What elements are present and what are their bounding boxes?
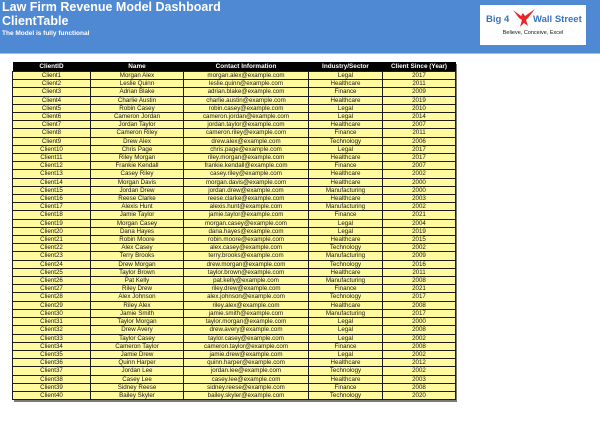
contact-cell[interactable]: taylor.casey@example.com (184, 334, 309, 342)
table-row (13, 195, 456, 203)
contact-cell[interactable]: jamie.taylor@example.com (184, 211, 309, 219)
name-cell[interactable]: Bailey Skyler (91, 391, 184, 399)
client-id-cell[interactable]: Client18 (13, 211, 91, 219)
table-row (13, 121, 456, 129)
client-since-cell[interactable]: 2008 (383, 342, 456, 350)
client-since-cell[interactable]: 2007 (383, 121, 456, 129)
dashboard-title: Law Firm Revenue Model Dashboard (2, 0, 221, 14)
table-row (13, 154, 456, 162)
contact-cell[interactable]: pat.kelly@example.com (184, 277, 309, 285)
client-id-cell[interactable]: Client30 (13, 309, 91, 317)
client-id-cell[interactable]: Client1 (13, 72, 91, 80)
client-id-cell[interactable]: Client5 (13, 104, 91, 112)
industry-cell[interactable]: Healthcare (309, 236, 383, 244)
industry-cell[interactable]: Legal (309, 326, 383, 334)
contact-cell[interactable]: jordan.lee@example.com (184, 367, 309, 375)
client-id-cell[interactable]: Client24 (13, 260, 91, 268)
client-since-cell[interactable]: 2006 (383, 137, 456, 145)
client-id-cell[interactable]: Client8 (13, 129, 91, 137)
client-since-cell[interactable]: 2019 (383, 96, 456, 104)
contact-cell[interactable]: morgan.davis@example.com (184, 178, 309, 186)
table-row (13, 391, 456, 399)
contact-cell[interactable]: taylor.morgan@example.com (184, 318, 309, 326)
name-cell[interactable]: Robin Casey (91, 104, 184, 112)
client-since-cell[interactable]: 2002 (383, 334, 456, 342)
table-row (13, 129, 456, 137)
industry-cell[interactable]: Legal (309, 72, 383, 80)
industry-cell[interactable]: Legal (309, 145, 383, 153)
contact-cell[interactable]: alex.johnson@example.com (184, 293, 309, 301)
contact-cell[interactable]: riley.drew@example.com (184, 285, 309, 293)
client-id-cell[interactable]: Client2 (13, 80, 91, 88)
name-cell[interactable]: Drew Alex (91, 137, 184, 145)
client-since-cell[interactable]: 2002 (383, 367, 456, 375)
contact-cell[interactable]: adrian.blake@example.com (184, 88, 309, 96)
client-id-cell[interactable]: Client6 (13, 113, 91, 121)
industry-cell[interactable]: Finance (309, 285, 383, 293)
contact-cell[interactable]: drew.alex@example.com (184, 137, 309, 145)
name-cell[interactable]: Terry Brooks (91, 252, 184, 260)
table-row (13, 227, 456, 235)
contact-cell[interactable]: morgan.casey@example.com (184, 219, 309, 227)
table-row (13, 113, 456, 121)
client-since-cell[interactable]: 2002 (383, 203, 456, 211)
client-id-cell[interactable]: Client25 (13, 268, 91, 276)
company-logo (480, 5, 586, 45)
contact-cell[interactable]: frankie.kendall@example.com (184, 162, 309, 170)
table-row (13, 219, 456, 227)
industry-cell[interactable]: Healthcare (309, 154, 383, 162)
client-id-cell[interactable]: Client32 (13, 326, 91, 334)
name-cell[interactable]: Alex Casey (91, 244, 184, 252)
contact-cell[interactable]: jordan.taylor@example.com (184, 121, 309, 129)
client-since-cell[interactable]: 2000 (383, 186, 456, 194)
industry-cell[interactable]: Manufacturing (309, 186, 383, 194)
client-since-cell[interactable]: 2021 (383, 285, 456, 293)
name-cell[interactable]: Quinn Harper (91, 359, 184, 367)
name-cell[interactable]: Reese Clarke (91, 195, 184, 203)
column-header-industry[interactable]: Industry/Sector (309, 62, 383, 72)
client-id-cell[interactable]: Client16 (13, 195, 91, 203)
client-id-cell[interactable]: Client31 (13, 318, 91, 326)
name-cell[interactable]: Cameron Riley (91, 129, 184, 137)
client-id-cell[interactable]: Client40 (13, 391, 91, 399)
name-cell[interactable]: Drew Morgan (91, 260, 184, 268)
client-since-cell[interactable]: 2011 (383, 129, 456, 137)
client-table (12, 62, 456, 400)
contact-cell[interactable]: chris.page@example.com (184, 145, 309, 153)
industry-cell[interactable]: Manufacturing (309, 203, 383, 211)
column-header-name[interactable]: Name (91, 62, 184, 72)
client-id-cell[interactable]: Client10 (13, 145, 91, 153)
client-since-cell[interactable]: 2016 (383, 260, 456, 268)
industry-cell[interactable]: Healthcare (309, 359, 383, 367)
client-table-container (12, 62, 455, 400)
name-cell[interactable]: Cameron Jordan (91, 113, 184, 121)
contact-cell[interactable]: cameron.riley@example.com (184, 129, 309, 137)
client-id-cell[interactable]: Client26 (13, 277, 91, 285)
contact-cell[interactable]: robin.moore@example.com (184, 236, 309, 244)
client-since-cell[interactable]: 2019 (383, 227, 456, 235)
industry-cell[interactable]: Legal (309, 227, 383, 235)
name-cell[interactable]: Taylor Casey (91, 334, 184, 342)
contact-cell[interactable]: jordan.drew@example.com (184, 186, 309, 194)
table-row (13, 260, 456, 268)
table-row (13, 285, 456, 293)
name-cell[interactable]: Drew Avery (91, 326, 184, 334)
industry-cell[interactable]: Healthcare (309, 121, 383, 129)
name-cell[interactable]: Taylor Brown (91, 268, 184, 276)
client-since-cell[interactable]: 2009 (383, 252, 456, 260)
industry-cell[interactable]: Technology (309, 391, 383, 399)
contact-cell[interactable]: bailey.skyler@example.com (184, 391, 309, 399)
name-cell[interactable]: Jamie Smith (91, 309, 184, 317)
table-row (13, 342, 456, 350)
contact-cell[interactable]: riley.alex@example.com (184, 301, 309, 309)
industry-cell[interactable]: Legal (309, 350, 383, 358)
table-row (13, 309, 456, 317)
table-row (13, 162, 456, 170)
table-row (13, 293, 456, 301)
column-header-client-since[interactable]: Client Since (Year) (383, 62, 456, 72)
client-id-cell[interactable]: Client27 (13, 285, 91, 293)
contact-cell[interactable]: reese.clarke@example.com (184, 195, 309, 203)
client-since-cell[interactable]: 2017 (383, 293, 456, 301)
client-since-cell[interactable]: 2009 (383, 88, 456, 96)
industry-cell[interactable]: Technology (309, 260, 383, 268)
client-since-cell[interactable]: 2008 (383, 301, 456, 309)
client-id-cell[interactable]: Client22 (13, 244, 91, 252)
client-id-cell[interactable]: Client23 (13, 252, 91, 260)
industry-cell[interactable]: Technology (309, 367, 383, 375)
contact-cell[interactable]: dana.hayes@example.com (184, 227, 309, 235)
name-cell[interactable]: Cameron Taylor (91, 342, 184, 350)
contact-cell[interactable]: leslie.quinn@example.com (184, 80, 309, 88)
industry-cell[interactable]: Finance (309, 162, 383, 170)
industry-cell[interactable]: Technology (309, 244, 383, 252)
client-since-cell[interactable]: 2017 (383, 145, 456, 153)
client-id-cell[interactable]: Client7 (13, 121, 91, 129)
contact-cell[interactable]: alexis.hunt@example.com (184, 203, 309, 211)
client-since-cell[interactable]: 2017 (383, 72, 456, 80)
table-row (13, 301, 456, 309)
client-id-cell[interactable]: Client11 (13, 154, 91, 162)
name-cell[interactable]: Jamie Drew (91, 350, 184, 358)
table-row (13, 350, 456, 358)
name-cell[interactable]: Pat Kelly (91, 277, 184, 285)
client-id-cell[interactable]: Client15 (13, 186, 91, 194)
table-row (13, 244, 456, 252)
industry-cell[interactable]: Finance (309, 129, 383, 137)
industry-cell[interactable]: Legal (309, 113, 383, 121)
table-row (13, 80, 456, 88)
table-row (13, 277, 456, 285)
contact-cell[interactable]: jamie.smith@example.com (184, 309, 309, 317)
client-id-cell[interactable]: Client4 (13, 96, 91, 104)
table-row (13, 96, 456, 104)
table-row (13, 186, 456, 194)
column-header-client-id[interactable]: ClientID (13, 62, 91, 72)
client-since-cell[interactable]: 2003 (383, 195, 456, 203)
name-cell[interactable]: Morgan Alex (91, 72, 184, 80)
industry-cell[interactable]: Legal (309, 104, 383, 112)
client-since-cell[interactable]: 2017 (383, 154, 456, 162)
contact-cell[interactable]: riley.morgan@example.com (184, 154, 309, 162)
logo-tagline: Believe, Conceive, Excel (502, 30, 564, 36)
client-id-cell[interactable]: Client29 (13, 301, 91, 309)
client-since-cell[interactable]: 2012 (383, 359, 456, 367)
contact-cell[interactable]: taylor.brown@example.com (184, 268, 309, 276)
name-cell[interactable]: Jordan Lee (91, 367, 184, 375)
industry-cell[interactable]: Manufacturing (309, 277, 383, 285)
industry-cell[interactable]: Healthcare (309, 96, 383, 104)
name-cell[interactable]: Riley Morgan (91, 154, 184, 162)
name-cell[interactable]: Charlie Austin (91, 96, 184, 104)
client-id-cell[interactable]: Client28 (13, 293, 91, 301)
industry-cell[interactable]: Healthcare (309, 195, 383, 203)
client-since-cell[interactable]: 2000 (383, 178, 456, 186)
name-cell[interactable]: Sidney Reese (91, 383, 184, 391)
table-header-row (13, 62, 456, 72)
contact-cell[interactable]: jamie.drew@example.com (184, 350, 309, 358)
industry-cell[interactable]: Finance (309, 342, 383, 350)
client-since-cell[interactable]: 2015 (383, 236, 456, 244)
industry-cell[interactable]: Healthcare (309, 80, 383, 88)
name-cell[interactable]: Riley Alex (91, 301, 184, 309)
name-cell[interactable]: Riley Drew (91, 285, 184, 293)
industry-cell[interactable]: Healthcare (309, 170, 383, 178)
client-id-cell[interactable]: Client13 (13, 170, 91, 178)
table-body (13, 72, 456, 400)
industry-cell[interactable]: Healthcare (309, 301, 383, 309)
client-id-cell[interactable]: Client17 (13, 203, 91, 211)
industry-cell[interactable]: Finance (309, 383, 383, 391)
client-since-cell[interactable]: 2020 (383, 391, 456, 399)
contact-cell[interactable]: sidney.reese@example.com (184, 383, 309, 391)
table-row (13, 203, 456, 211)
logo-left-text: Big 4 (486, 14, 510, 25)
client-since-cell[interactable]: 2008 (383, 277, 456, 285)
table-row (13, 252, 456, 260)
table-row (13, 367, 456, 375)
client-id-cell[interactable]: Client19 (13, 219, 91, 227)
table-row (13, 383, 456, 391)
sheet-subtitle: ClientTable (2, 14, 69, 28)
client-id-cell[interactable]: Client38 (13, 375, 91, 383)
industry-cell[interactable]: Finance (309, 88, 383, 96)
client-id-cell[interactable]: Client39 (13, 383, 91, 391)
client-since-cell[interactable]: 2007 (383, 162, 456, 170)
contact-cell[interactable]: cameron.jordan@example.com (184, 113, 309, 121)
table-row (13, 211, 456, 219)
name-cell[interactable]: Jordan Drew (91, 186, 184, 194)
status-tagline: The Model is fully functional (2, 30, 90, 37)
contact-cell[interactable]: casey.lee@example.com (184, 375, 309, 383)
name-cell[interactable]: Casey Lee (91, 375, 184, 383)
name-cell[interactable]: Robin Moore (91, 236, 184, 244)
client-id-cell[interactable]: Client33 (13, 334, 91, 342)
name-cell[interactable]: Adrian Blake (91, 88, 184, 96)
client-id-cell[interactable]: Client3 (13, 88, 91, 96)
table-row (13, 178, 456, 186)
client-since-cell[interactable]: 2021 (383, 211, 456, 219)
logo-right-text: Wall Street (533, 14, 582, 25)
client-id-cell[interactable]: Client9 (13, 137, 91, 145)
client-since-cell[interactable]: 2010 (383, 104, 456, 112)
client-id-cell[interactable]: Client35 (13, 350, 91, 358)
client-since-cell[interactable]: 2000 (383, 318, 456, 326)
header-banner (0, 0, 600, 54)
client-since-cell[interactable]: 2011 (383, 80, 456, 88)
client-since-cell[interactable]: 2017 (383, 309, 456, 317)
industry-cell[interactable]: Manufacturing (309, 309, 383, 317)
client-id-cell[interactable]: Client36 (13, 359, 91, 367)
contact-cell[interactable]: drew.avery@example.com (184, 326, 309, 334)
name-cell[interactable]: Alexis Hunt (91, 203, 184, 211)
table-row (13, 375, 456, 383)
client-since-cell[interactable]: 2002 (383, 170, 456, 178)
table-row (13, 359, 456, 367)
table-row (13, 318, 456, 326)
client-since-cell[interactable]: 2002 (383, 350, 456, 358)
client-id-cell[interactable]: Client12 (13, 162, 91, 170)
table-row (13, 104, 456, 112)
client-id-cell[interactable]: Client37 (13, 367, 91, 375)
industry-cell[interactable]: Finance (309, 211, 383, 219)
industry-cell[interactable]: Legal (309, 318, 383, 326)
name-cell[interactable]: Morgan Davis (91, 178, 184, 186)
client-id-cell[interactable]: Client21 (13, 236, 91, 244)
client-since-cell[interactable]: 2011 (383, 268, 456, 276)
table-row (13, 72, 456, 80)
name-cell[interactable]: Jamie Taylor (91, 211, 184, 219)
name-cell[interactable]: Morgan Casey (91, 219, 184, 227)
industry-cell[interactable]: Technology (309, 293, 383, 301)
name-cell[interactable]: Jordan Taylor (91, 121, 184, 129)
table-row (13, 326, 456, 334)
industry-cell[interactable]: Manufacturing (309, 252, 383, 260)
table-row (13, 236, 456, 244)
client-id-cell[interactable]: Client14 (13, 178, 91, 186)
name-cell[interactable]: Taylor Morgan (91, 318, 184, 326)
table-row (13, 145, 456, 153)
contact-cell[interactable]: robin.casey@example.com (184, 104, 309, 112)
industry-cell[interactable]: Technology (309, 137, 383, 145)
contact-cell[interactable]: casey.riley@example.com (184, 170, 309, 178)
table-row (13, 334, 456, 342)
client-id-cell[interactable]: Client34 (13, 342, 91, 350)
contact-cell[interactable]: cameron.taylor@example.com (184, 342, 309, 350)
client-since-cell[interactable]: 2008 (383, 326, 456, 334)
contact-cell[interactable]: morgan.alex@example.com (184, 72, 309, 80)
table-row (13, 170, 456, 178)
column-header-contact[interactable]: Contact Information (184, 62, 309, 72)
table-row (13, 137, 456, 145)
contact-cell[interactable]: charlie.austin@example.com (184, 96, 309, 104)
client-since-cell[interactable]: 2014 (383, 113, 456, 121)
industry-cell[interactable]: Legal (309, 219, 383, 227)
client-since-cell[interactable]: 2003 (383, 375, 456, 383)
name-cell[interactable]: Chris Page (91, 145, 184, 153)
contact-cell[interactable]: alex.casey@example.com (184, 244, 309, 252)
industry-cell[interactable]: Healthcare (309, 268, 383, 276)
client-since-cell[interactable]: 2004 (383, 219, 456, 227)
contact-cell[interactable]: drew.morgan@example.com (184, 260, 309, 268)
name-cell[interactable]: Dana Hayes (91, 227, 184, 235)
industry-cell[interactable]: Healthcare (309, 375, 383, 383)
industry-cell[interactable]: Legal (309, 334, 383, 342)
name-cell[interactable]: Frankie Kendall (91, 162, 184, 170)
industry-cell[interactable]: Healthcare (309, 178, 383, 186)
client-since-cell[interactable]: 2008 (383, 383, 456, 391)
client-since-cell[interactable]: 2002 (383, 244, 456, 252)
table-row (13, 88, 456, 96)
name-cell[interactable]: Casey Riley (91, 170, 184, 178)
client-id-cell[interactable]: Client20 (13, 227, 91, 235)
contact-cell[interactable]: quinn.harper@example.com (184, 359, 309, 367)
name-cell[interactable]: Alex Johnson (91, 293, 184, 301)
name-cell[interactable]: Leslie Quinn (91, 80, 184, 88)
table-row (13, 268, 456, 276)
contact-cell[interactable]: terry.brooks@example.com (184, 252, 309, 260)
